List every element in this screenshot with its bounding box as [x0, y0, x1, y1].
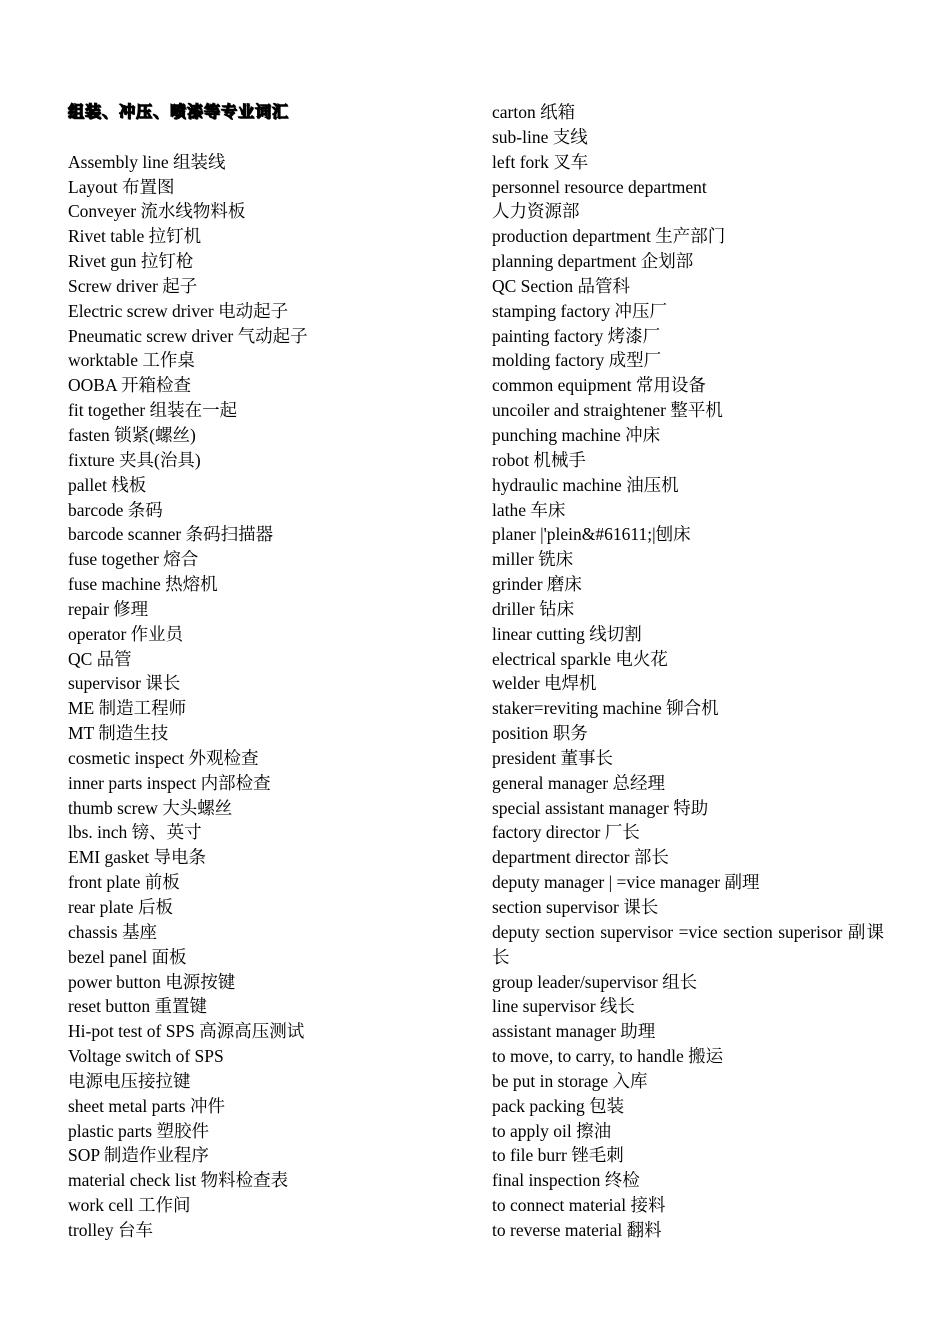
glossary-entry: planer |'plein&#61611;|刨床	[492, 524, 691, 545]
glossary-entry: group leader/supervisor 组长	[492, 971, 698, 992]
glossary-entry: cosmetic inspect 外观检查	[68, 747, 259, 768]
glossary-entry: fit together 组装在一起	[68, 400, 238, 421]
glossary-entry: power button 电源按键	[68, 971, 236, 992]
glossary-entry: factory director 厂长	[492, 822, 640, 843]
glossary-entry: sheet metal parts 冲件	[68, 1095, 225, 1116]
glossary-entry: Voltage switch of SPS	[68, 1046, 224, 1067]
glossary-entry: front plate 前板	[68, 872, 180, 893]
glossary-entry: barcode scanner 条码扫描器	[68, 524, 274, 545]
glossary-entry: chassis 基座	[68, 921, 157, 942]
glossary-entry: Rivet table 拉钉机	[68, 226, 202, 247]
glossary-entry: stamping factory 冲压厂	[492, 300, 667, 321]
glossary-entry: bezel panel 面板	[68, 946, 187, 967]
glossary-entry: Pneumatic screw driver 气动起子	[68, 325, 308, 346]
glossary-entry: Electric screw driver 电动起子	[68, 300, 289, 321]
glossary-entry: to reverse material 翻料	[492, 1219, 662, 1240]
glossary-entry: hydraulic machine 油压机	[492, 474, 679, 495]
glossary-entry: fuse machine 热熔机	[68, 574, 218, 595]
glossary-entry: molding factory 成型厂	[492, 350, 662, 371]
glossary-entry: to move, to carry, to handle 搬运	[492, 1046, 724, 1067]
glossary-entry: rear plate 后板	[68, 897, 173, 917]
glossary-entry: fasten 锁紧(螺丝)	[68, 424, 196, 445]
glossary-entry: work cell 工作间	[68, 1195, 191, 1216]
glossary-entry: Rivet gun 拉钉枪	[68, 251, 194, 272]
glossary-entry: EMI gasket 导电条	[68, 847, 207, 868]
glossary-entry: QC Section 品管科	[492, 275, 631, 296]
glossary-entry: material check list 物料检查表	[68, 1170, 289, 1191]
glossary-entry: miller 铣床	[492, 549, 574, 570]
glossary-entry: carton 纸箱	[492, 102, 576, 122]
glossary-entry: ME 制造工程师	[68, 698, 187, 719]
left-term-list	[68, 150, 468, 1243]
glossary-entry: to connect material 接料	[492, 1195, 666, 1216]
glossary-entry: lbs. inch 镑、英寸	[68, 822, 202, 843]
glossary-entry: SOP 制造作业程序	[68, 1145, 209, 1166]
right-term-list	[492, 100, 884, 1243]
glossary-entry: inner parts inspect 内部检查	[68, 772, 271, 793]
glossary-entry: common equipment 常用设备	[492, 375, 706, 396]
glossary-entry: line supervisor 线长	[492, 996, 635, 1017]
glossary-entry: planning department 企划部	[492, 251, 694, 272]
glossary-entry: thumb screw 大头螺丝	[68, 797, 233, 818]
glossary-entry: 人力资源部	[492, 201, 580, 222]
glossary-entry: OOBA 开箱检查	[68, 375, 191, 396]
glossary-entry: final inspection 终检	[492, 1170, 640, 1191]
glossary-entry: barcode 条码	[68, 499, 163, 520]
glossary-entry: uncoiler and straightener 整平机	[492, 400, 723, 421]
glossary-entry: assistant manager 助理	[492, 1021, 656, 1042]
glossary-entry: personnel resource department	[492, 176, 707, 197]
glossary-entry: Hi-pot test of SPS 高源高压测试	[68, 1021, 305, 1042]
glossary-entry: reset button 重置键	[68, 996, 208, 1017]
glossary-entry: trolley 台车	[68, 1219, 154, 1240]
glossary-entry: lathe 车床	[492, 499, 566, 520]
glossary-entry: special assistant manager 特助	[492, 797, 709, 818]
glossary-entry: deputy section supervisor =vice section superisor 副课长	[492, 921, 884, 967]
glossary-entry: welder 电焊机	[492, 673, 597, 694]
glossary-entry: robot 机械手	[492, 449, 586, 470]
glossary-entry: repair 修理	[68, 598, 149, 619]
document-title: 组装、冲压、喷漆等专业词汇	[68, 102, 290, 121]
left-column	[68, 100, 468, 1243]
glossary-entry: left fork 叉车	[492, 151, 589, 172]
glossary-entry: Assembly line 组装线	[68, 151, 226, 172]
glossary-entry: worktable 工作桌	[68, 350, 195, 371]
glossary-entry: department director 部长	[492, 847, 669, 868]
glossary-entry: fixture 夹具(治具)	[68, 449, 201, 470]
glossary-entry: fuse together 熔合	[68, 549, 199, 570]
blank-line	[68, 125, 468, 150]
glossary-entry: electrical sparkle 电火花	[492, 648, 668, 669]
glossary-entry: MT 制造生技	[68, 723, 169, 744]
glossary-entry: production department 生产部门	[492, 226, 726, 247]
glossary-entry: QC 品管	[68, 648, 132, 669]
glossary-entry: plastic parts 塑胶件	[68, 1120, 209, 1141]
glossary-entry: punching machine 冲床	[492, 424, 661, 445]
glossary-entry: deputy manager | =vice manager 副理	[492, 872, 760, 893]
glossary-entry: 电源电压接拉键	[68, 1070, 191, 1091]
glossary-entry: pack packing 包装	[492, 1095, 625, 1116]
glossary-entry: to file burr 锉毛刺	[492, 1145, 624, 1166]
glossary-entry: Conveyer 流水线物料板	[68, 201, 246, 222]
glossary-entry: president 董事长	[492, 747, 614, 768]
glossary-entry: position 职务	[492, 723, 588, 744]
glossary-entry: grinder 磨床	[492, 574, 582, 595]
glossary-entry: operator 作业员	[68, 623, 184, 644]
glossary-entry: supervisor 课长	[68, 673, 181, 694]
glossary-entry: pallet 栈板	[68, 474, 147, 495]
glossary-entry: general manager 总经理	[492, 772, 665, 793]
glossary-entry: driller 钻床	[492, 598, 575, 619]
glossary-entry: sub-line 支线	[492, 126, 588, 147]
glossary-entry: linear cutting 线切割	[492, 623, 642, 644]
glossary-entry: be put in storage 入库	[492, 1070, 648, 1091]
glossary-entry: painting factory 烤漆厂	[492, 325, 661, 346]
glossary-entry: staker=reviting machine 铆合机	[492, 698, 719, 719]
glossary-entry: Screw driver 起子	[68, 275, 198, 296]
glossary-entry: section supervisor 课长	[492, 897, 659, 917]
glossary-entry: Layout 布置图	[68, 176, 175, 197]
glossary-entry: to apply oil 擦油	[492, 1120, 612, 1141]
